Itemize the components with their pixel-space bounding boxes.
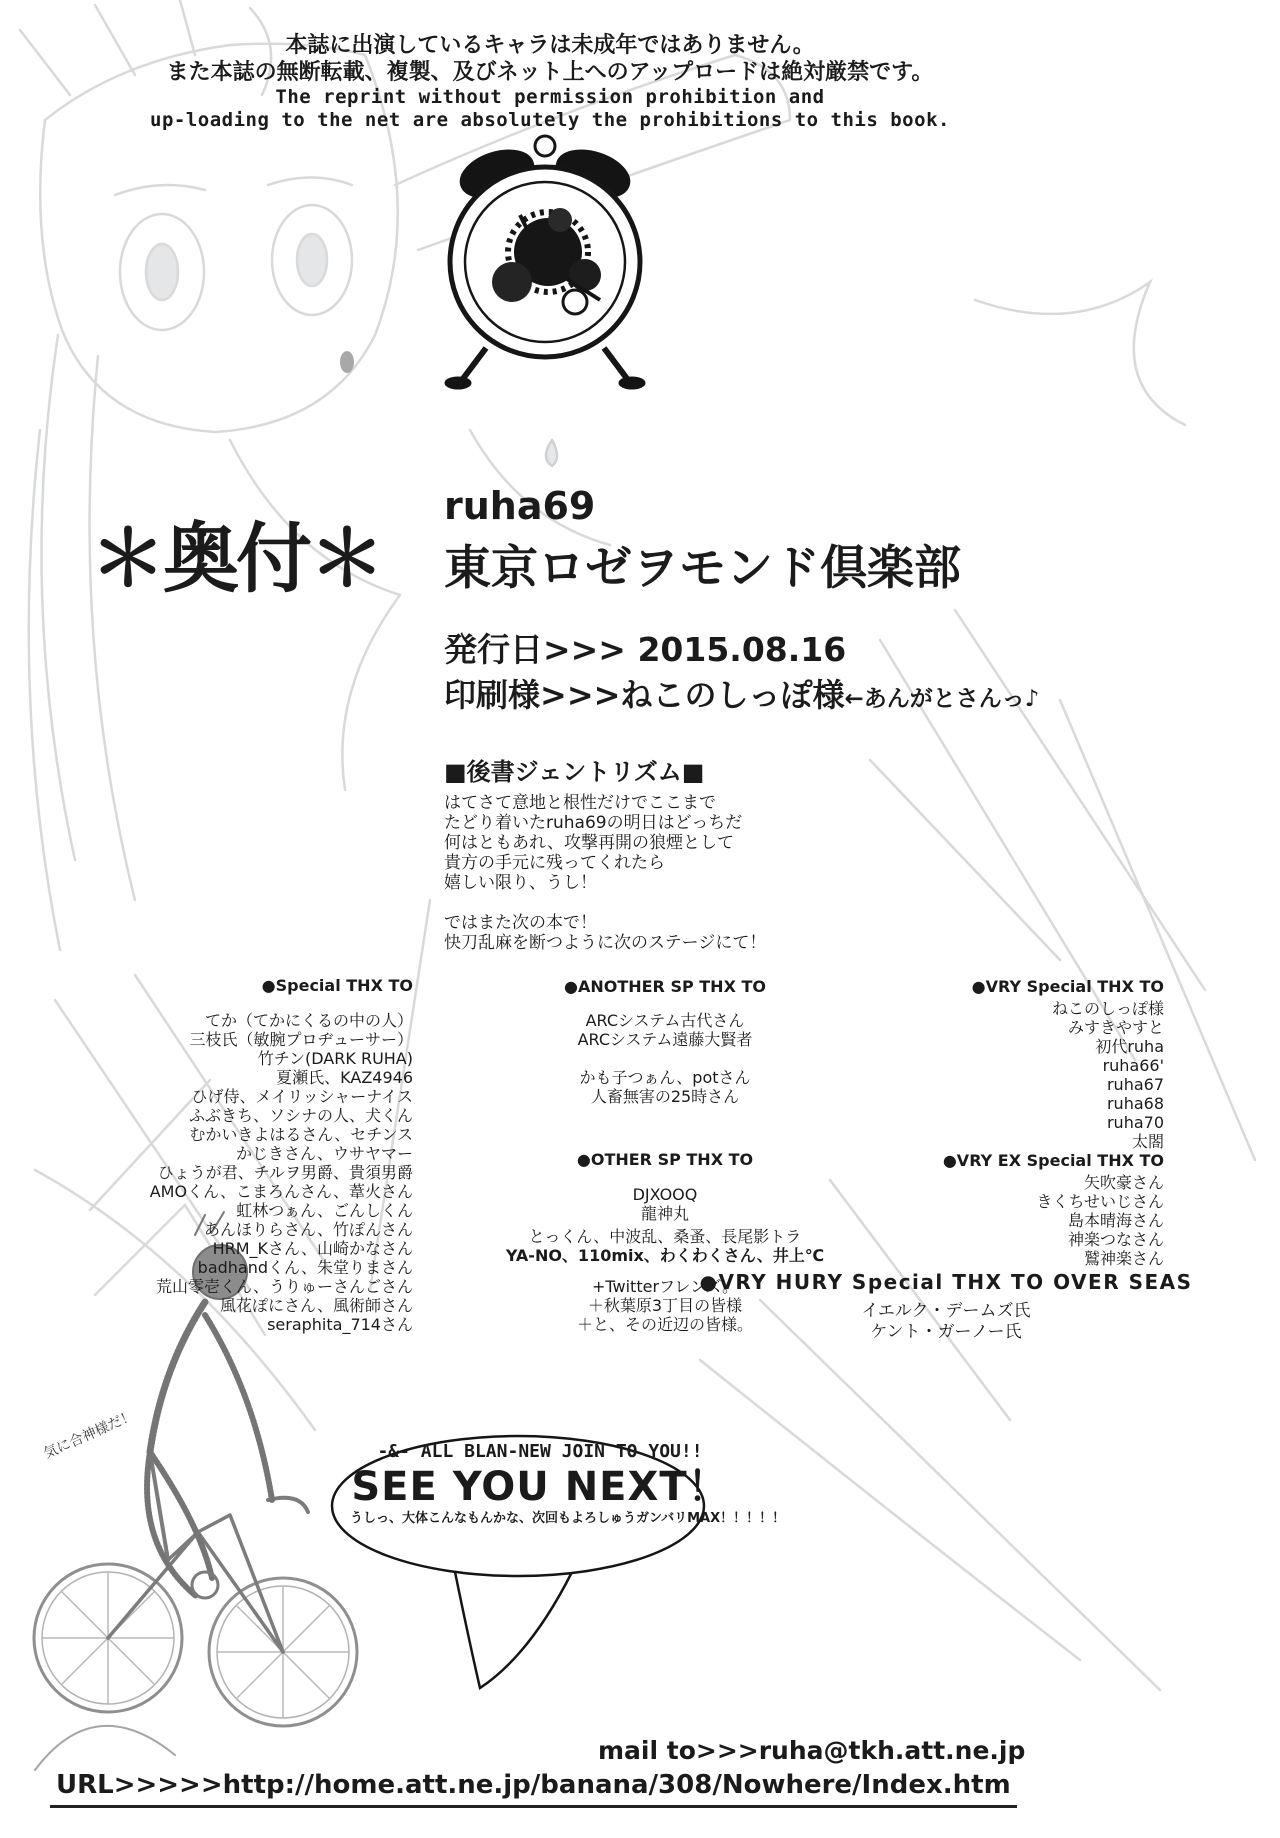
list-item: 貴方の手元に残ってくれたら (444, 853, 665, 873)
list-item: badhandくん、朱堂りまさん (197, 1258, 413, 1277)
vry-ex-thanks-column (712, 1151, 1164, 1268)
other-thanks-bold-line: YA-NO、110mix、わくわくさん、井上℃ (505, 1246, 825, 1265)
vry-thanks-list (1052, 999, 1164, 1151)
warning-jp-line2: また本誌の無断転載、複製、及びネット上へのアップロードは絶対厳禁です。 (166, 60, 934, 85)
vry-hury-thanks-header: ●VRY HURY Special THX TO OVER SEAS (699, 1270, 1193, 1294)
list-item: 風花ぽにさん、風術師さん (220, 1296, 413, 1315)
warning-en-line1: The reprint without permission prohibition and (275, 86, 825, 108)
list-item: 夏瀬氏、KAZ4946 (276, 1068, 413, 1087)
list-item: ではまた次の本で！ (444, 913, 597, 933)
list-item: 荒山零壱くん、うりゅーさんごさん (156, 1277, 413, 1296)
afterword-header: ■後書ジェントリズム■ (444, 758, 705, 786)
bubble-text (350, 1441, 786, 1527)
printer-note: ←あんがとさんっ♪ (844, 686, 1040, 712)
list-item: ひげ侍、メイリッシャーナイス (191, 1087, 413, 1106)
circle-name: ruha69 (444, 484, 596, 528)
list-item (444, 893, 1004, 913)
afterword-body (444, 793, 1004, 953)
vry-hury-thanks-list (862, 1301, 1031, 1343)
list-item: 三枝氏（敏腕プロヂューサー） (189, 1030, 413, 1049)
vry-hury-thanks-column (700, 1270, 1192, 1343)
list-item: 竹チン(DARK RUHA) (257, 1049, 413, 1068)
printer-line (444, 670, 1039, 716)
list-item: HRM_Kさん、山崎かなさん (212, 1239, 413, 1258)
handwritten-note: 気に合神様だ！ (41, 1407, 138, 1463)
list-item: きくちせいじさん (1036, 1192, 1164, 1211)
warning-jp-line1: 本誌に出演しているキャラは未成年ではありません。 (285, 33, 815, 58)
special-thanks-header: ●Special THX TO (261, 976, 413, 995)
list-item: はてさて意地と根性だけでここまで (444, 793, 716, 813)
other-thanks-list1 (633, 1185, 698, 1223)
list-item: 矢吹豪さん (1083, 1173, 1164, 1192)
afterword-section (444, 757, 1004, 953)
list-item: てか（てかにくるの中の人） (204, 1011, 413, 1030)
list-item: ruha68 (1106, 1094, 1164, 1113)
vry-ex-thanks-header: ●VRY EX Special THX TO (942, 1151, 1164, 1170)
list-item: 初代ruha (1095, 1037, 1164, 1056)
publication-date: 発行日>>> 2015.08.16 (444, 630, 847, 669)
list-item: ruha66' (1102, 1056, 1164, 1075)
list-item: ＋秋葉原3丁目の皆様 (587, 1296, 743, 1315)
special-thanks-column (95, 976, 413, 1334)
list-item: ふぶきち、ソシナの人、犬くん (188, 1106, 413, 1125)
warning-block (150, 32, 950, 132)
list-item: あんほりらさん、竹ぽんさん (204, 1220, 413, 1239)
list-item: イエルク・デームズ氏 (861, 1301, 1031, 1321)
another-thanks-header: ●ANOTHER SP THX TO (563, 977, 766, 996)
list-item: たどり着いたruha69の明日はどっちだ (444, 813, 743, 833)
mail-address: mail to>>>ruha@tkh.att.ne.jp (598, 1736, 1026, 1765)
list-item: かじきさん、ウサヤマー (236, 1144, 413, 1163)
vry-ex-thanks-list (1036, 1173, 1164, 1268)
warning-en-line2: up-loading to the net are absolutely the prohibitions to this book. (150, 109, 950, 131)
list-item: 龍神丸 (640, 1204, 689, 1223)
list-item: ひょうが君、チルヲ男爵、貴須男爵 (157, 1163, 413, 1182)
list-item: ruha70 (1106, 1113, 1164, 1132)
list-item: +Twitterフレンズ。 (591, 1277, 738, 1296)
bubble-line2: SEE YOU NEXT！ (351, 1464, 729, 1510)
list-item: 太閤 (1131, 1132, 1164, 1151)
list-item: ARCシステム遠藤大賢者 (577, 1030, 753, 1049)
list-item: むかいきよはるさん、セチンス (189, 1125, 413, 1144)
other-thanks-wide-line: とっくん、中波乱、桑蚤、長尾影トラ (528, 1227, 802, 1246)
list-item: DJXOOQ (632, 1185, 698, 1204)
bubble-line3: うしっ、大体こんなもんかな、次回もよろしゅうガンバリMAX！！！！！ (350, 1511, 786, 1526)
vry-thanks-column (712, 977, 1164, 1151)
list-item: seraphita_714さん (267, 1315, 413, 1334)
special-thanks-list (150, 1011, 413, 1334)
list-item: ねこのしっぽ様 (1051, 999, 1164, 1018)
list-item: みすきやすと (1067, 1018, 1164, 1037)
list-item: かも子つぁん、potさん (579, 1068, 751, 1087)
list-item: 神楽つなさん (1067, 1230, 1164, 1249)
list-item: 虹林つぁん、ごんしくん (236, 1201, 413, 1220)
vry-thanks-header: ●VRY Special THX TO (971, 977, 1164, 996)
list-item: 何はともあれ、攻撃再開の狼煙として (444, 833, 735, 853)
list-item: 嬉しい限り、うし！ (444, 873, 597, 893)
printer-name: 印刷様>>>ねこのしっぽ様 (444, 676, 845, 714)
list-item: ARCシステム古代さん (585, 1011, 745, 1030)
other-thanks-header: ●OTHER SP THX TO (576, 1150, 754, 1169)
list-item: AMOくん、こまろんさん、葦火さん (149, 1182, 413, 1201)
list-item: 快刀乱麻を断つように次のステージにて！ (444, 933, 767, 953)
circle-name-jp: 東京ロゼヲモンド倶楽部 (444, 541, 961, 596)
website-url: URL>>>>>http://home.att.ne.jp/banana/308/Nowhere/Index.htm (50, 1770, 1017, 1808)
list-item: 鷲神楽さん (1083, 1249, 1164, 1268)
list-item: ケント・ガーノー氏 (870, 1322, 1022, 1342)
list-item: 島本晴海さん (1067, 1211, 1164, 1230)
list-item: ＋と、その近辺の皆様。 (576, 1315, 753, 1334)
list-item: 人畜無害の25時さん (590, 1087, 740, 1106)
colophon-title: ＊奥付＊ (90, 514, 382, 603)
list-item: ruha67 (1106, 1075, 1164, 1094)
bubble-line1: -&- ALL BLAN-NEW JOIN TO YOU!! (377, 1441, 703, 1462)
